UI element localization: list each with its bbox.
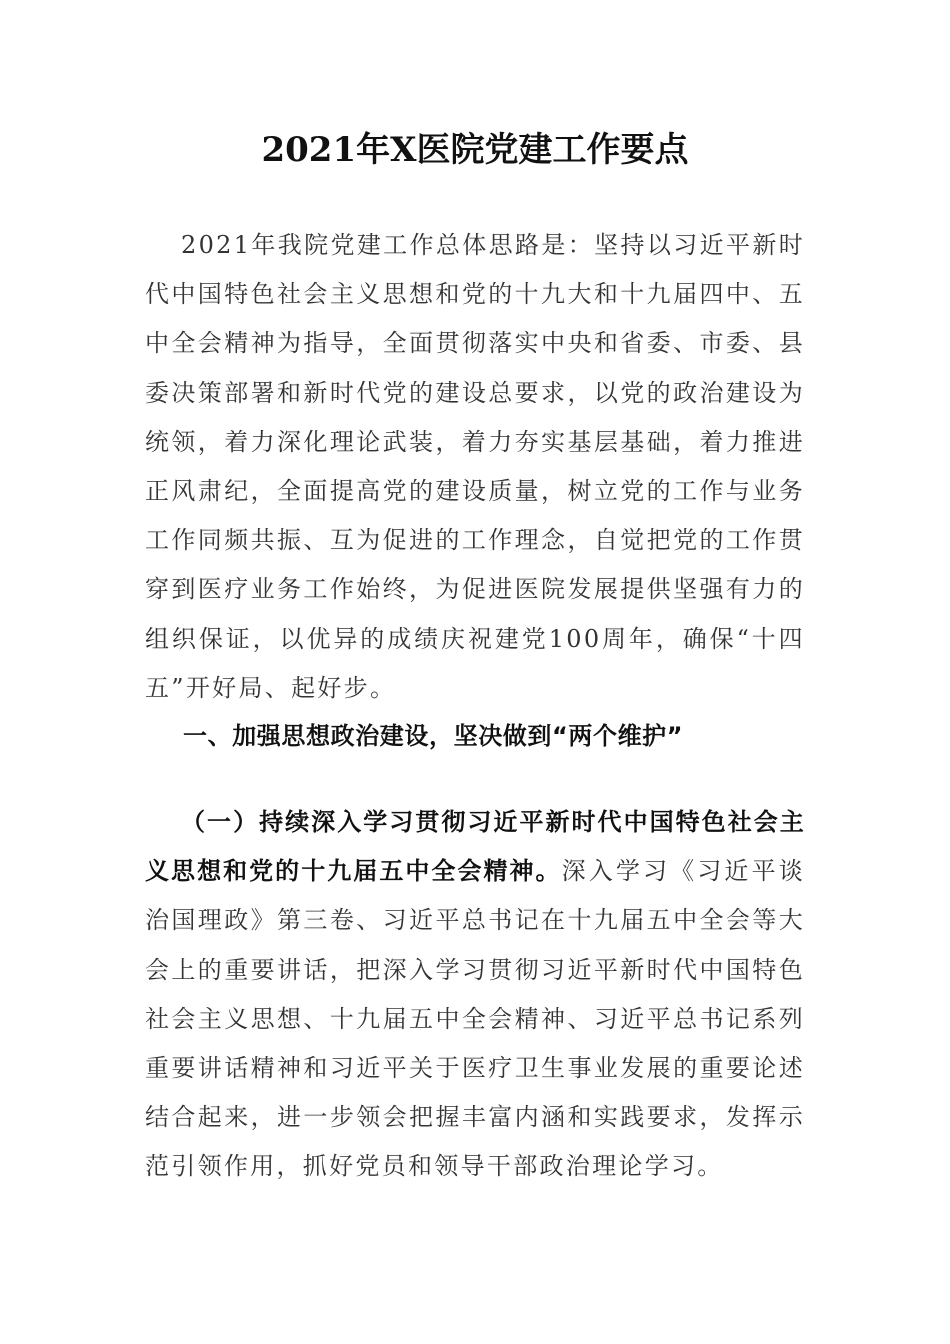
section-item-paragraph [145, 798, 805, 1192]
section-item-body: 深入学习《习近平谈治国理政》第三卷、习近平总书记在十九届五中全会等大会上的重要讲话，把深入学习贯彻习近平新时代中国特色社会主义思想、十九届五中全会精神、习近平总书记系列重要讲话精神和习近平关于医疗卫生事业发展的重要论述结合起来，进一步领会把握丰富内涵和实践要求，发挥示范引领作用，抓好党员和领导干部政治理论学习。 [145, 857, 806, 1181]
section-item-lead: （一）持续深入学习贯彻习近平新时代中国特色社会主义思想和党的十九届五中全会精神。 [145, 808, 805, 886]
intro-paragraph: 2021年我院党建工作总体思路是：坚持以习近平新时代中国特色社会主义思想和党的十九大和十九届四中、五中全会精神为指导，全面贯彻落实中央和省委、市委、县委决策部署和新时代党的建设总要求，以党的政治建设为统领，着力深化理论武装，着力夯实基层基础，着力推进正风肃纪，全面提高党的建设质量，树立党的工作与业务工作同频共振、互为促进的工作理念，自觉把党的工作贯穿到医疗业务工作始终，为促进医院发展提供坚强有力的组织保证，以优异的成绩庆祝建党100周年，确保“十四五”开好局、起好步。 [145, 231, 805, 702]
document-title: 2021年X医院党建工作要点 [261, 130, 689, 170]
section-heading: 一、加强思想政治建设，坚决做到“两个维护” [183, 722, 684, 750]
